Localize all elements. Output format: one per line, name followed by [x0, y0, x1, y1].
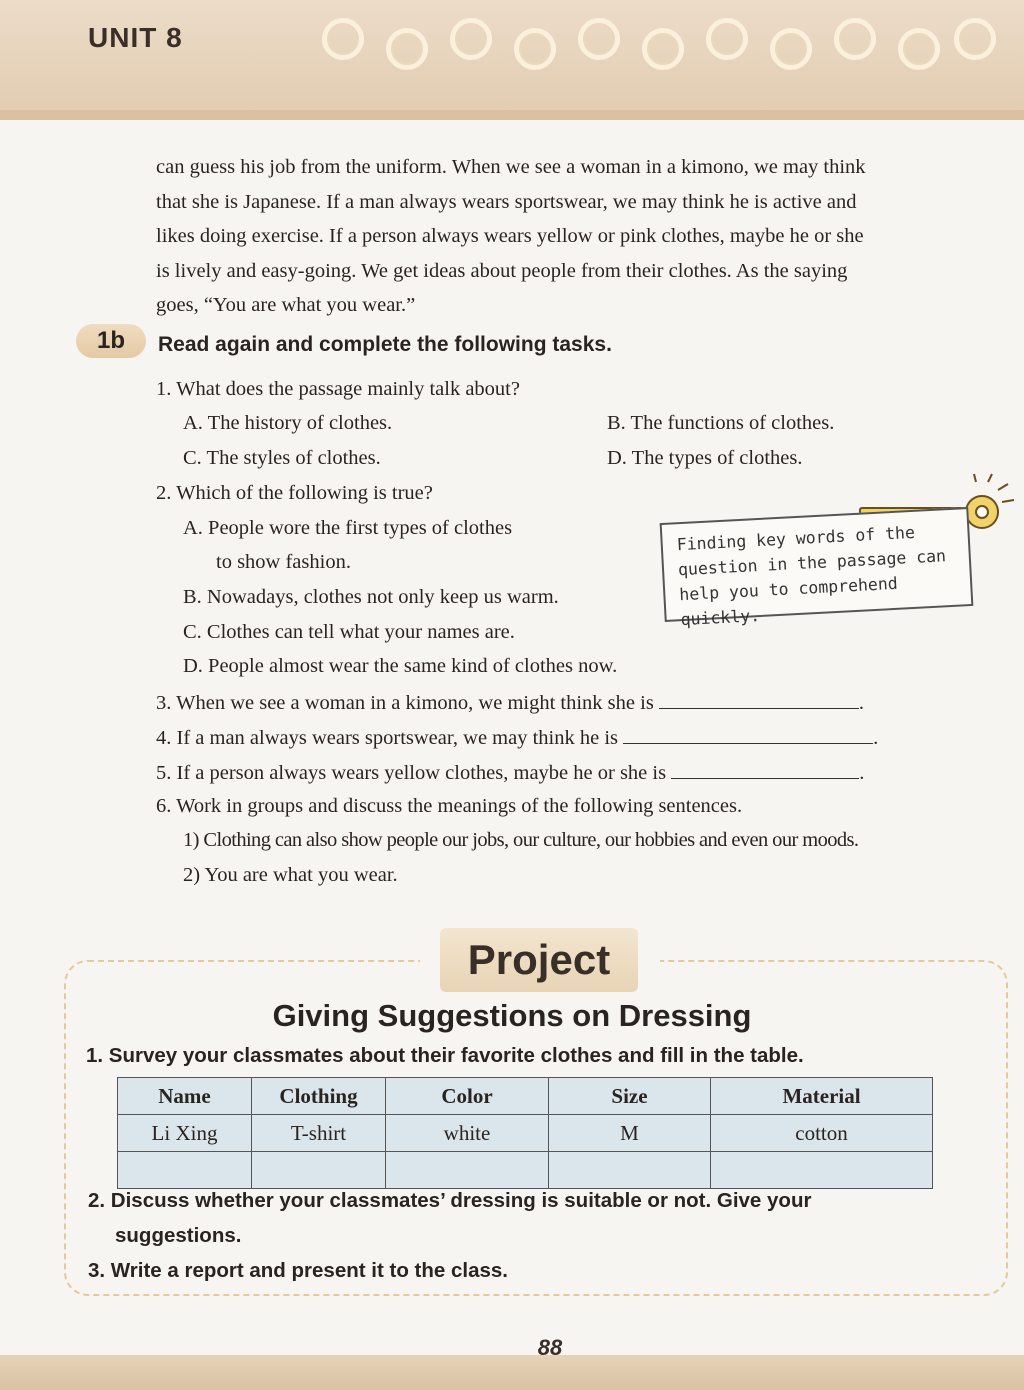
- sentence-2: 2) You are what you wear.: [183, 864, 398, 886]
- period: .: [873, 727, 879, 749]
- header-clothing: Clothing: [252, 1078, 386, 1115]
- question-5-text: 5. If a person always wears yellow clothes, maybe he or she is: [156, 762, 667, 784]
- tip-text: [676, 517, 971, 632]
- sentence-1: 1) Clothing can also show people our jobs, our culture, our hobbies and even our moods.: [183, 829, 859, 851]
- section-badge: 1b: [76, 324, 146, 358]
- option-2d: D. People almost wear the same kind of clothes now.: [183, 655, 618, 677]
- empty-cell[interactable]: [386, 1152, 549, 1189]
- cell-color: white: [386, 1115, 549, 1152]
- option-1d: D. The types of clothes.: [607, 447, 803, 469]
- table-header-row: [118, 1078, 933, 1115]
- tip-line: Finding key words of the: [676, 522, 916, 555]
- answer-blank-4[interactable]: [623, 725, 873, 744]
- header-size: Size: [549, 1078, 711, 1115]
- tip-line: question in the passage can: [677, 546, 947, 580]
- passage-line: likes doing exercise. If a person always wears yellow or pink clothes, maybe he or she: [156, 225, 864, 247]
- cell-name: Li Xing: [118, 1115, 252, 1152]
- page-header: [0, 0, 1024, 120]
- page-number: 88: [537, 1335, 563, 1360]
- option-1b: B. The functions of clothes.: [607, 412, 835, 434]
- project-step-1: 1. Survey your classmates about their favorite clothes and fill in the table.: [86, 1044, 804, 1067]
- reading-passage: [156, 150, 1006, 323]
- period: .: [859, 762, 865, 784]
- decorative-rings: [322, 14, 1022, 74]
- option-2a: A. People wore the first types of clothes: [183, 517, 513, 539]
- cell-material: cotton: [711, 1115, 933, 1152]
- answer-blank-5[interactable]: [671, 760, 859, 779]
- header-material: Material: [711, 1078, 933, 1115]
- option-2b: B. Nowadays, clothes not only keep us warm.: [183, 586, 559, 608]
- answer-blank-3[interactable]: [659, 690, 859, 709]
- option-2a-cont: to show fashion.: [216, 551, 351, 573]
- cell-size: M: [549, 1115, 711, 1152]
- question-5: [156, 760, 864, 785]
- tip-box: [660, 507, 974, 630]
- project-step-2: 2. Discuss whether your classmates’ dressing is suitable or not. Give your: [88, 1189, 812, 1212]
- table-row: [118, 1115, 933, 1152]
- passage-line: can guess his job from the uniform. When we see a woman in a kimono, we may think: [156, 156, 866, 178]
- survey-table: [117, 1077, 933, 1189]
- empty-cell[interactable]: [711, 1152, 933, 1189]
- empty-cell[interactable]: [118, 1152, 252, 1189]
- unit-title: UNIT 8: [88, 22, 183, 53]
- header-name: Name: [118, 1078, 252, 1115]
- project-step-2-cont: suggestions.: [115, 1224, 242, 1247]
- question-4-text: 4. If a man always wears sportswear, we may think he is: [156, 727, 619, 749]
- header-color: Color: [386, 1078, 549, 1115]
- page-footer: [0, 1355, 1024, 1390]
- option-1a: A. The history of clothes.: [183, 412, 393, 434]
- tip-line: help you to comprehend quickly.: [678, 573, 899, 630]
- project-title: Project: [440, 928, 638, 992]
- period: .: [858, 692, 865, 714]
- passage-line: that she is Japanese. If a man always wears sportswear, we may think he is active and: [156, 190, 857, 213]
- cell-clothing: T-shirt: [252, 1115, 386, 1152]
- option-2c: C. Clothes can tell what your names are.: [183, 621, 515, 643]
- question-4: [156, 725, 878, 750]
- question-3: [156, 690, 864, 715]
- passage-line: is lively and easy-going. We get ideas about people from their clothes. As the saying: [156, 259, 848, 282]
- question-6: 6. Work in groups and discuss the meanings of the following sentences.: [156, 795, 743, 817]
- question-3-text: 3. When we see a woman in a kimono, we might think she is: [156, 692, 654, 714]
- question-1: 1. What does the passage mainly talk about?: [156, 378, 520, 400]
- question-2: 2. Which of the following is true?: [156, 482, 433, 504]
- project-step-3: 3. Write a report and present it to the class.: [88, 1259, 508, 1282]
- project-subtitle: Giving Suggestions on Dressing: [272, 998, 752, 1033]
- empty-cell[interactable]: [252, 1152, 386, 1189]
- task-heading: Read again and complete the following tasks.: [158, 333, 612, 356]
- empty-cell[interactable]: [549, 1152, 711, 1189]
- table-row-empty: [118, 1152, 933, 1189]
- option-1c: C. The styles of clothes.: [183, 447, 381, 469]
- passage-line: goes, “You are what you wear.”: [156, 294, 416, 316]
